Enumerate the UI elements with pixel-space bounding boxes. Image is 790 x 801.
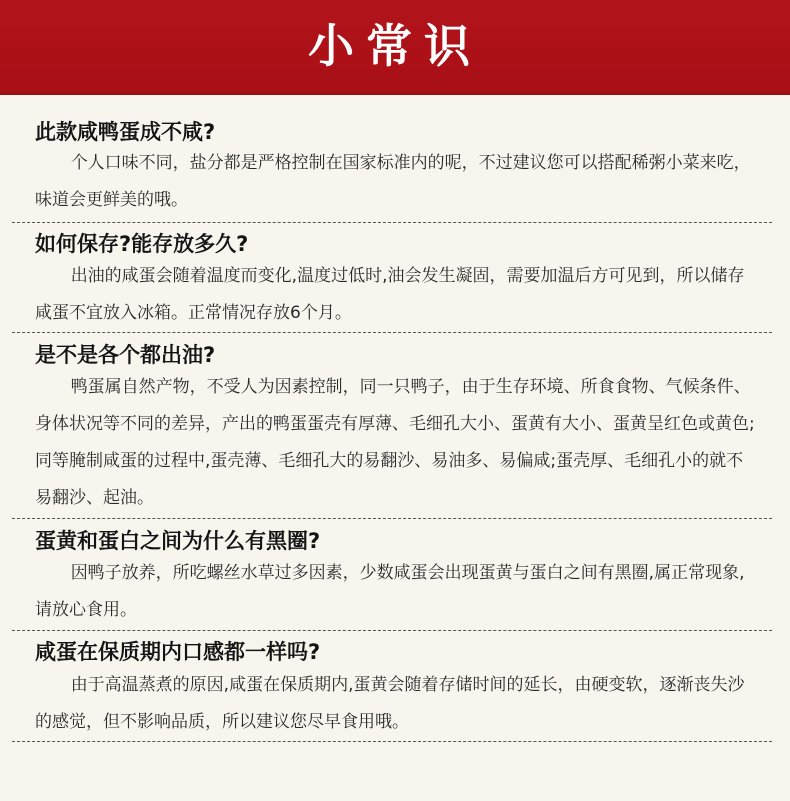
faq-answer-1: 个人口味不同，盐分都是严格控制在国家标准内的呢，不过建议您可以搭配稀粥小菜来吃，味道会更鲜美的哦。 [35, 153, 751, 210]
divider-2 [12, 332, 772, 333]
header-banner [0, 0, 790, 95]
faq-answer-2: 出油的咸蛋会随着温度而变化,温度过低时,油会发生凝固，需要加温后方可见到，所以储存咸蛋不宜放入冰箱。正常情况存放6个月。 [35, 266, 745, 323]
faq-answer-3: 鸭蛋属自然产物，不受人为因素控制，同一只鸭子，由于生存环境、所食食物、气候条件、身体状况等不同的差异，产出的鸭蛋蛋壳有厚薄、毛细孔大小、蛋黄有大小、蛋黄呈红色或黄色;同等腌制咸蛋的过程中,蛋壳薄、毛细孔大的易翻沙、易油多、易偏咸;蛋壳厚、毛细孔小的就不易翻沙、起油。 [35, 377, 755, 508]
faq-question-1: 此款咸鸭蛋成不咸? [35, 120, 216, 144]
divider-1 [12, 222, 772, 223]
faq-answer-5: 由于高温蒸煮的原因,咸蛋在保质期内,蛋黄会随着存储时间的延长，由硬变软，逐渐丧失沙的感觉，但不影响品质，所以建议您尽早食用哦。 [35, 675, 745, 732]
divider-3 [12, 518, 772, 519]
divider-5 [12, 741, 772, 742]
faq-question-5: 咸蛋在保质期内口感都一样吗? [35, 640, 321, 664]
divider-4 [12, 630, 772, 631]
faq-question-3: 是不是各个都出油? [35, 343, 216, 367]
faq-question-4: 蛋黄和蛋白之间为什么有黑圈? [35, 529, 321, 553]
faq-answer-4: 因鸭子放养，所吃螺丝水草过多因素，少数咸蛋会出现蛋黄与蛋白之间有黑圈,属正常现象,请放心食用。 [35, 563, 745, 620]
faq-question-2: 如何保存?能存放多久? [35, 232, 249, 256]
page-title: 小常识 [308, 19, 482, 73]
